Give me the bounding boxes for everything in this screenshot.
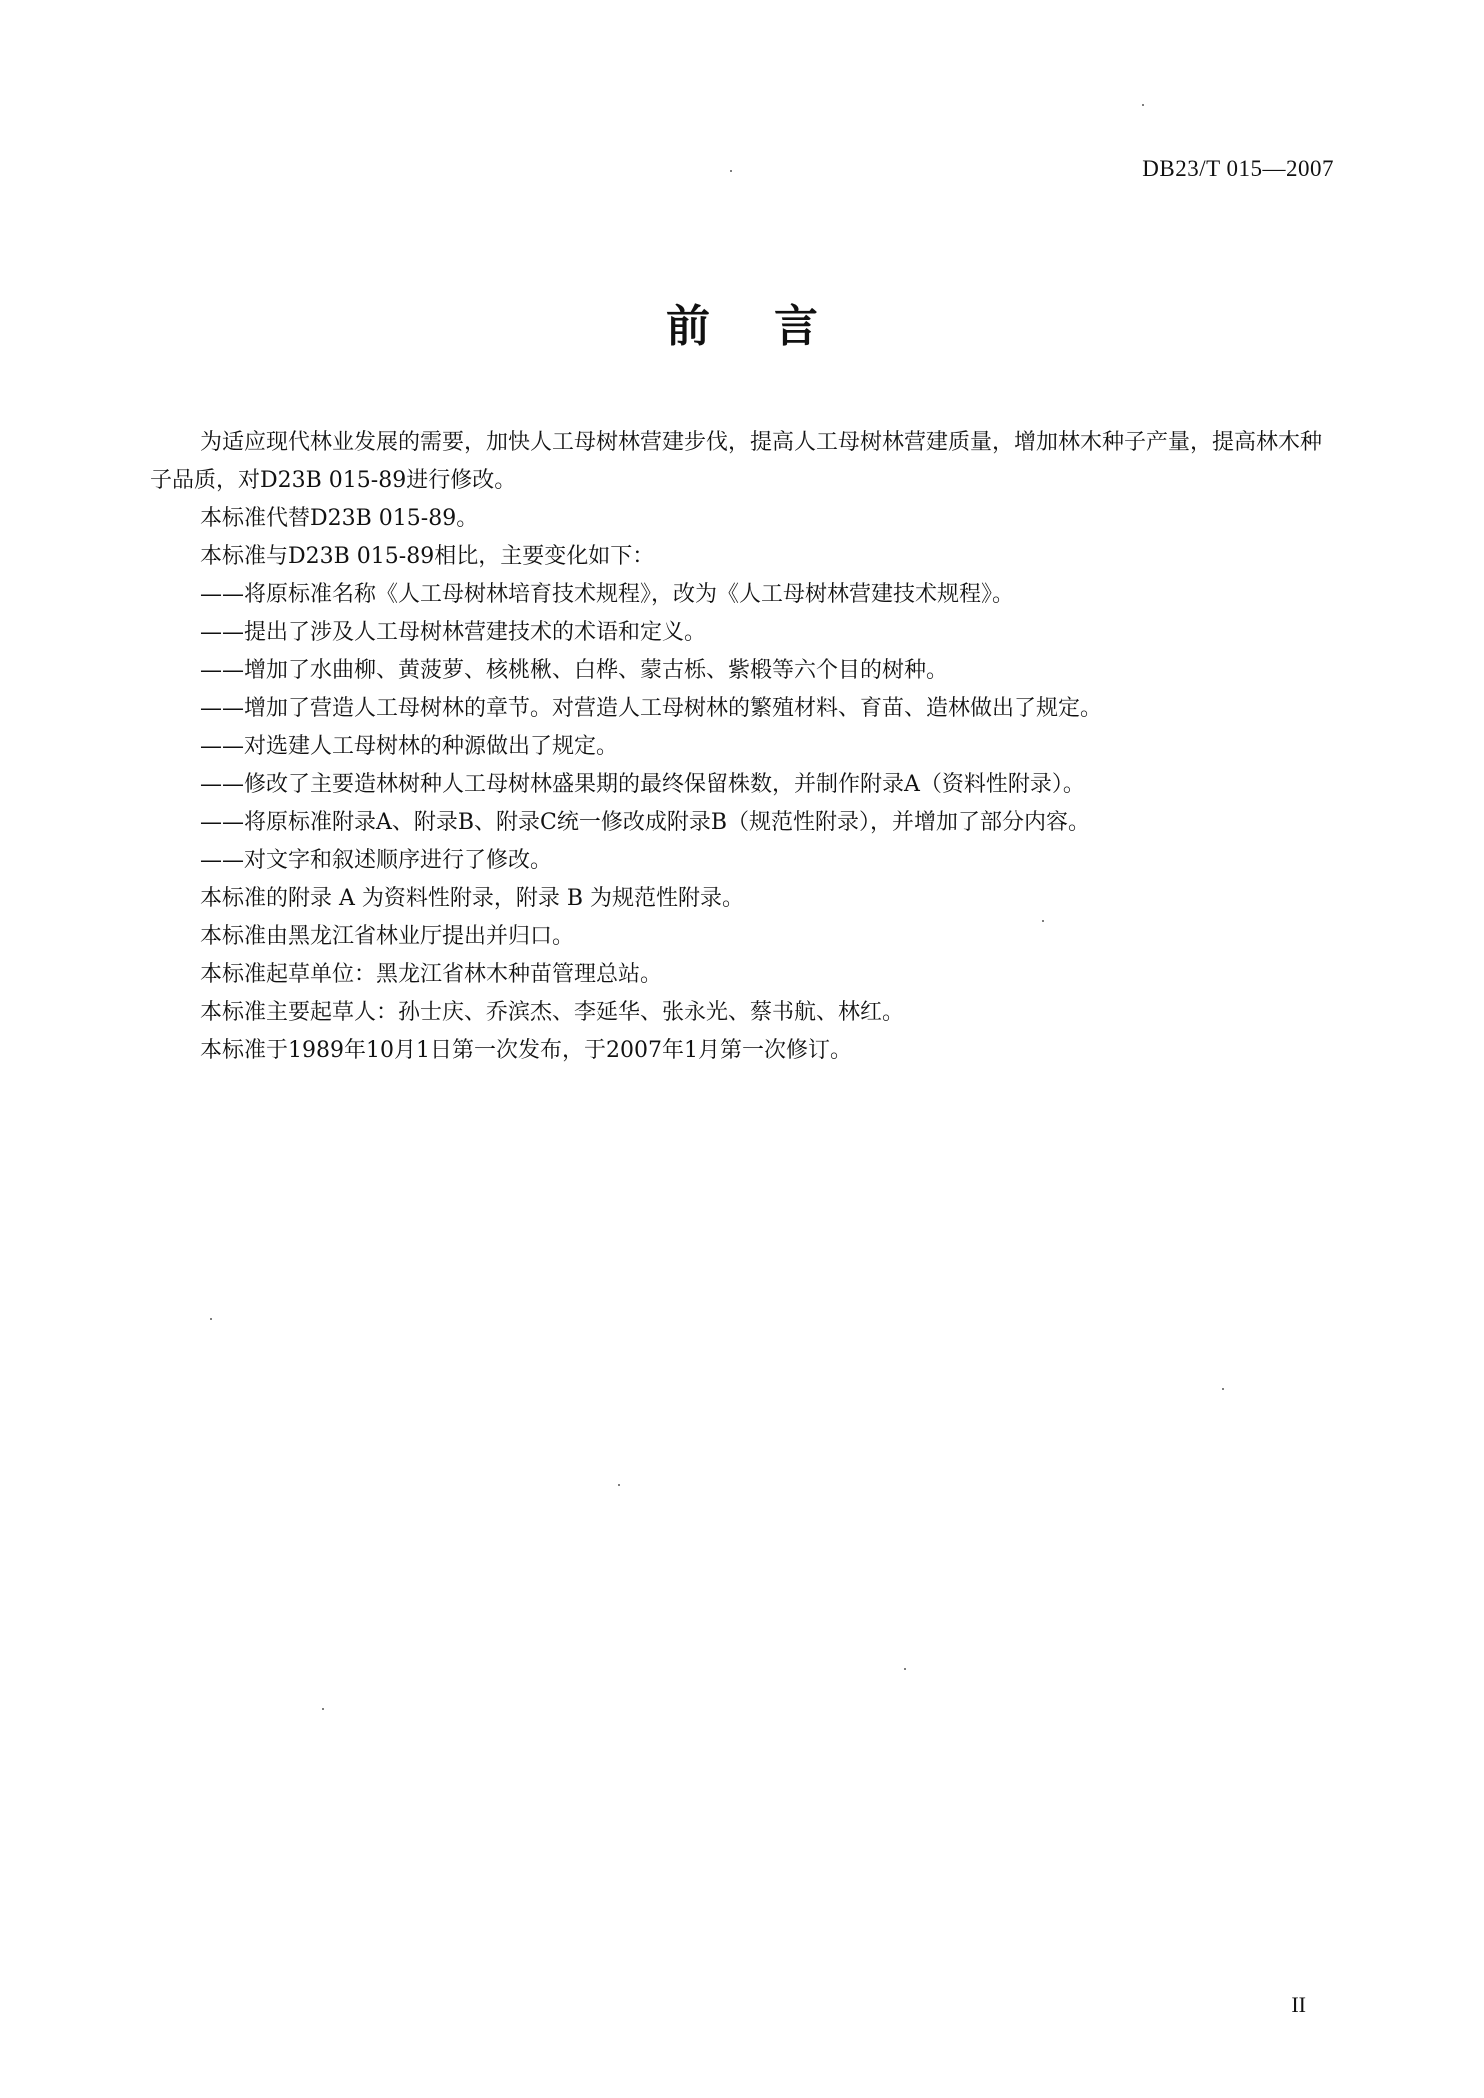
scan-speck xyxy=(618,1484,620,1486)
change-item: ——对选建人工母树林的种源做出了规定。 xyxy=(200,734,619,759)
standard-code: DB23/T 015—2007 xyxy=(1142,156,1334,181)
foreword-line: 本标准起草单位：黑龙江省林木种苗管理总站。 xyxy=(200,962,663,987)
scan-speck xyxy=(322,1708,324,1710)
scan-speck xyxy=(730,170,732,172)
change-item: ——增加了营造人工母树林的章节。对营造人工母树林的繁殖材料、育苗、造林做出了规定。 xyxy=(200,696,1103,721)
page-title: 前言 xyxy=(666,301,882,352)
scan-speck xyxy=(1142,104,1144,106)
page-number: II xyxy=(1291,1992,1306,2017)
scan-speck xyxy=(1222,1388,1224,1390)
foreword-line: 本标准于1989年10月1日第一次发布，于2007年1月第一次修订。 xyxy=(200,1038,852,1063)
foreword-line: 本标准主要起草人：孙士庆、乔滨杰、李延华、张永光、蔡书航、林红。 xyxy=(200,1000,905,1025)
change-item: ——提出了涉及人工母树林营建技术的术语和定义。 xyxy=(200,620,707,645)
scan-speck xyxy=(1042,920,1044,922)
change-item: ——对文字和叙述顺序进行了修改。 xyxy=(200,848,553,873)
change-item: ——将原标准名称《人工母树林培育技术规程》，改为《人工母树林营建技术规程》。 xyxy=(200,582,1015,607)
change-item: ——修改了主要造林树种人工母树林盛果期的最终保留株数，并制作附录A（资料性附录）。 xyxy=(200,772,1085,797)
change-item: ——增加了水曲柳、黄菠萝、核桃楸、白桦、蒙古栎、紫椴等六个目的树种。 xyxy=(200,658,949,683)
foreword-line: 本标准代替D23B 015-89。 xyxy=(200,506,479,531)
foreword-body xyxy=(150,424,1340,1070)
foreword-line: 本标准的附录 A 为资料性附录，附录 B 为规范性附录。 xyxy=(200,886,745,911)
change-item: ——将原标准附录A、附录B、附录C统一修改成附录B（规范性附录），并增加了部分内容。 xyxy=(200,810,1091,835)
foreword-line: 本标准与D23B 015-89相比，主要变化如下： xyxy=(200,544,655,569)
scan-speck xyxy=(210,1318,212,1320)
scan-speck xyxy=(904,1668,906,1670)
intro-paragraph: 为适应现代林业发展的需要，加快人工母树林营建步伐，提高人工母树林营建质量，增加林木种子产量，提高林木种子品质，对D23B 015-89进行修改。 xyxy=(150,430,1323,493)
foreword-line: 本标准由黑龙江省林业厅提出并归口。 xyxy=(200,924,575,949)
